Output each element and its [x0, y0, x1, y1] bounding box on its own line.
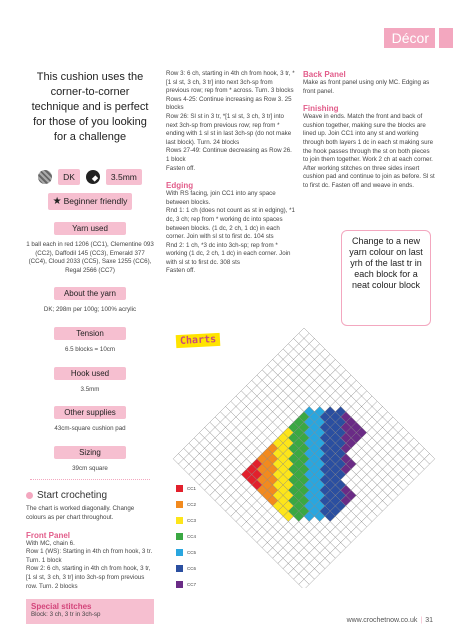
- about-yarn-label: About the yarn: [54, 287, 126, 300]
- legend-swatch: [176, 565, 183, 572]
- legend-swatch: [176, 501, 183, 508]
- edging-line: Fasten off.: [166, 267, 196, 275]
- section-label: Décor: [391, 30, 429, 46]
- middle-column: [166, 70, 296, 276]
- yarn-used-text: 1 ball each in red 1206 (CC1), Clementine 093 (CC2), Daffodil 145 (CC3), Emerald 377 (CC4), Cloud 2033 (CC5), Saxe 1255 (CC6), Regal 2566 (CC7): [26, 241, 154, 274]
- legend-swatch: [176, 485, 183, 492]
- special-stitches-box: [26, 599, 154, 624]
- legend-item: [176, 528, 196, 544]
- front-panel-line: With MC, chain 6.: [26, 539, 75, 547]
- left-column: [26, 70, 154, 624]
- pattern-line: Rows 27-49: Continue decreasing as Row 26. 1 block: [166, 147, 292, 163]
- hook-used-text: 3.5mm: [80, 385, 100, 393]
- divider: [30, 479, 150, 480]
- legend-item: [176, 512, 196, 528]
- sizing-label: Sizing: [54, 446, 126, 459]
- edging-line: With RS facing, join CC1 into any space between blocks.: [166, 190, 276, 206]
- right-column: [303, 70, 435, 191]
- pattern-line: Fasten off.: [166, 164, 196, 172]
- about-yarn-text: DK; 298m per 100g; 100% acrylic: [43, 306, 137, 314]
- footer-url: www.crochetnow.co.uk: [346, 617, 418, 624]
- section-tab: [384, 28, 435, 48]
- hook-size: 3.5mm: [106, 169, 142, 185]
- legend-swatch: [176, 581, 183, 588]
- hook-icon: [86, 170, 100, 184]
- tab-stripe: [439, 28, 453, 48]
- pattern-line: Row 3: 6 ch, starting in 4th ch from hook, 3 tr, *[1 sl st, 3 ch, 3 tr] into next 3ch-sp from previous row; rep from * across. Turn. 3 blocks: [166, 70, 295, 95]
- pattern-line: Row 26: Sl st in 3 tr, *[1 sl st, 3 ch, 3 tr] into next 3ch-sp from previous row; rep from * ending with 1 sl st in last 3ch-sp (do not make last block). Turn. 24 blocks: [166, 112, 292, 146]
- legend-label: CC2: [187, 501, 197, 507]
- back-panel-text: Make as front panel using only MC. Edging as front panel.: [303, 79, 430, 95]
- legend-item: [176, 480, 196, 496]
- edging-heading: Edging: [166, 181, 194, 191]
- pattern-line: Rows 4-25: Continue increasing as Row 3. 25 blocks: [166, 95, 292, 112]
- chart-legend: [176, 480, 196, 592]
- special-stitches-text: Block: 3 ch, 3 tr in 3ch-sp: [31, 611, 101, 619]
- page-number: 31: [425, 617, 433, 624]
- crochet-chart: [166, 320, 442, 588]
- legend-label: CC7: [187, 581, 197, 587]
- special-stitches-heading: Special stitches: [31, 602, 92, 612]
- other-supplies-label: Other supplies: [54, 406, 126, 419]
- bullet-dot-icon: [26, 492, 33, 499]
- legend-label: CC3: [187, 517, 197, 523]
- level-row: [26, 191, 154, 210]
- edging-line: Rnd 2: 1 ch, *3 dc into 3ch-sp; rep from * working (1 dc, 2 ch, 1 dc) in each corner. Join with sl st to first dc. 308 sts: [166, 241, 291, 266]
- yarn-weight: DK: [58, 169, 80, 185]
- finishing-text: Weave in ends. Match the front and back of cushion together, making sure the blocks are lined up. Join CC1 into any st and working through both layers 1 dc in each st making sure the hook passes through the st on both pieces to join them together. Work 2 ch at each corner. After working stitches on three sides insert cushion pad and continue to join as before. Sl st to first dc. Fasten off and weave in ends.: [303, 113, 435, 189]
- intro-text: This cushion uses the corner-to-corner technique and is perfect for those of you looking for a challenge: [31, 71, 149, 143]
- yarn-ball-icon: [38, 170, 52, 184]
- legend-item: [176, 560, 196, 576]
- level-text: Beginner friendly: [63, 196, 128, 206]
- front-panel-line: Row 2: 6 ch, starting in 4th ch from hook, 3 tr, [1 sl st, 3 ch, 3 tr] into 3ch-sp from previous row. Turn. 2 blocks: [26, 565, 151, 590]
- edging-line: Rnd 1: 1 ch (does not count as st in edging), *1 dc, 3 ch; rep from * working dc into spaces between blocks. (1 dc, 2 ch, 1 dc) in each corner. Join with sl st to first dc. 104 sts: [166, 207, 295, 241]
- legend-label: CC4: [187, 533, 197, 539]
- star-icon: ★: [52, 196, 62, 207]
- tension-label: Tension: [54, 327, 126, 340]
- footer: [347, 617, 433, 624]
- legend-label: CC1: [187, 485, 197, 491]
- legend-swatch: [176, 533, 183, 540]
- front-panel-line: Row 1 (WS): Starting in 4th ch from hook, 3 tr. Turn. 1 block: [26, 548, 153, 564]
- other-supplies-text: 43cm-square cushion pad: [54, 425, 126, 433]
- chart-svg: [166, 320, 442, 588]
- tension-text: 6.5 blocks = 10cm: [64, 345, 116, 353]
- front-panel-heading: Front Panel: [26, 530, 71, 540]
- chart-grid: [173, 328, 435, 588]
- legend-item: [176, 576, 196, 592]
- sizing-text: 39cm square: [72, 464, 108, 472]
- tip-callout: Change to a new yarn colour on last yrh of the last tr in each block for a neat colour block: [341, 230, 431, 326]
- start-heading: [26, 490, 154, 501]
- yarn-used-label: Yarn used: [54, 222, 126, 235]
- start-text: The chart is worked diagonally. Change colours as per chart throughout.: [26, 505, 135, 521]
- level-badge: [48, 193, 133, 210]
- meta-row: [26, 169, 154, 185]
- start-heading-text: Start crocheting: [37, 490, 108, 502]
- charts-label: Charts: [176, 333, 221, 348]
- footer-separator: |: [420, 617, 423, 624]
- finishing-heading: Finishing: [303, 104, 339, 114]
- legend-item: [176, 496, 196, 512]
- legend-item: [176, 544, 196, 560]
- legend-swatch: [176, 549, 183, 556]
- hook-used-label: Hook used: [54, 367, 126, 380]
- legend-swatch: [176, 517, 183, 524]
- legend-label: CC6: [187, 565, 197, 571]
- back-panel-heading: Back Panel: [303, 70, 346, 79]
- legend-label: CC5: [187, 549, 197, 555]
